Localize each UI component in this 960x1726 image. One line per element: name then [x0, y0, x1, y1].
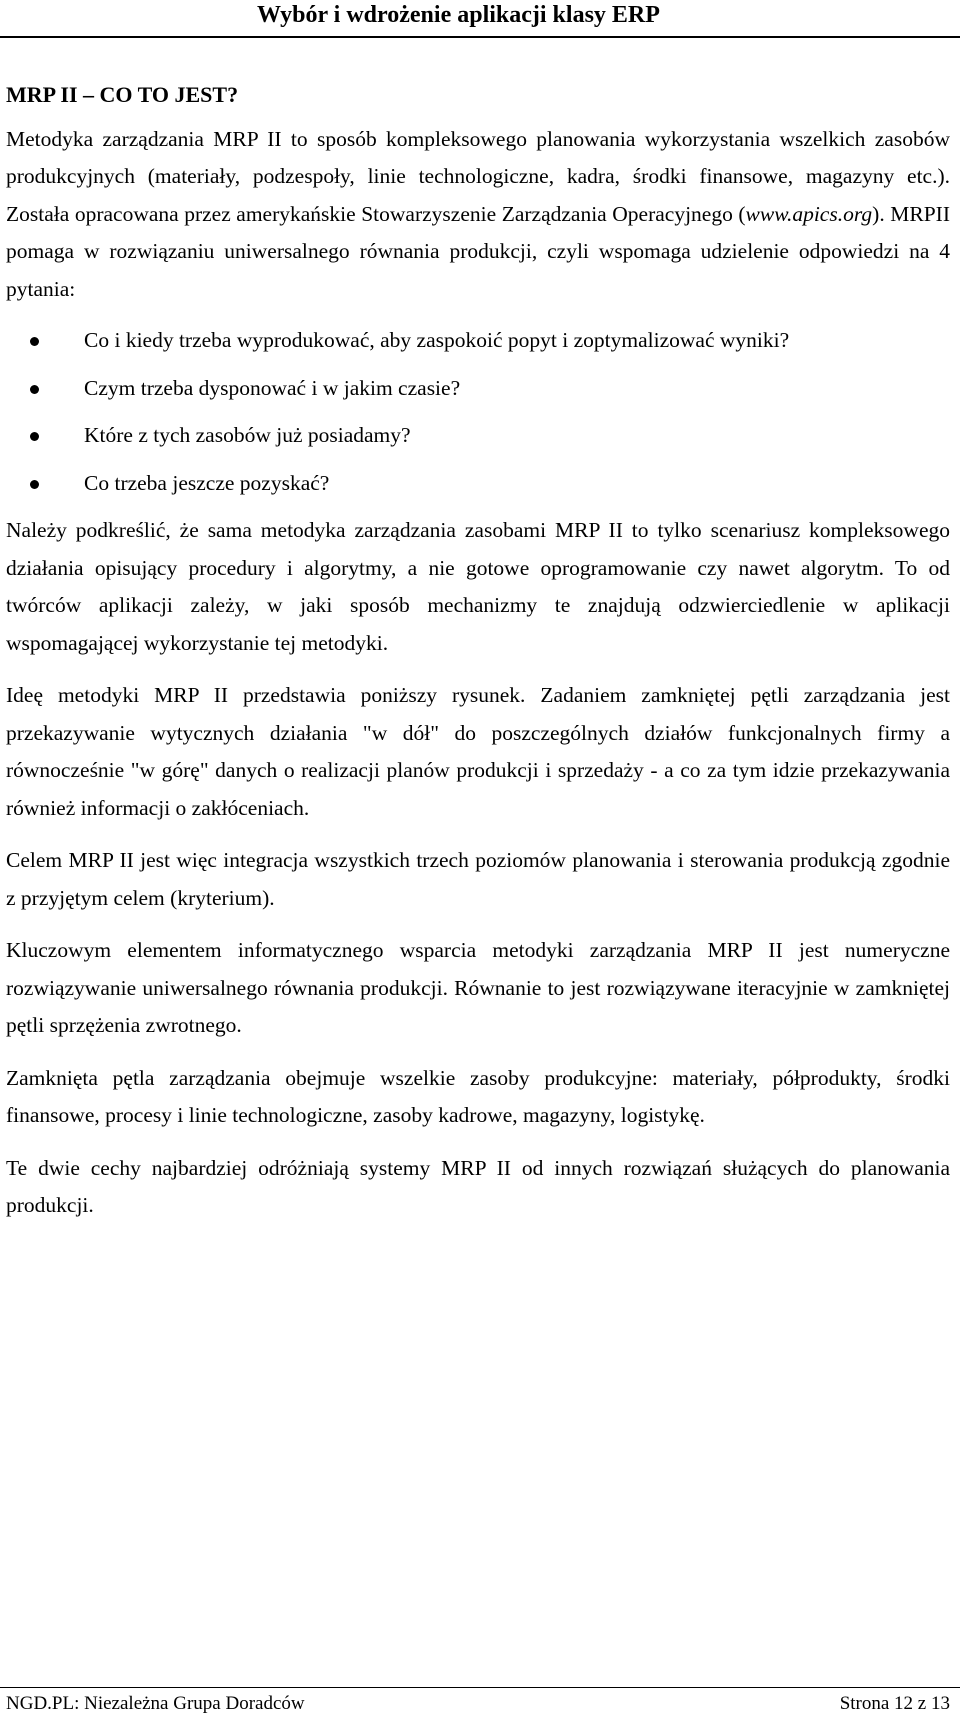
- bullet-icon: [30, 337, 39, 346]
- intro-text-1: Metodyka zarządzania MRP II to sposób kompleksowego planowania wykorzystania wszelkich zasobów produkcyjnych (materiały, podzespoły, linie technologiczne, kadra, środki finansowe, magazyny etc.). Została opracowana przez amerykańskie Stowarzyszenie Zarządzania Operacyjnego (: [6, 126, 950, 226]
- list-item: [6, 322, 950, 360]
- intro-text-2: ). MRPII pomaga w rozwiązaniu uniwersalnego równania produkcji, czyli wspomaga udzielenie odpowiedzi na 4 pytania:: [6, 201, 950, 301]
- bullet-icon: [30, 385, 39, 394]
- body-paragraph: Należy podkreślić, że sama metodyka zarządzania zasobami MRP II to tylko scenariusz kompleksowego działania opisujący procedury i algorytmy, a nie gotowe oprogramowanie czy nawet algorytm. To od twórców aplikacji zależy, w jaki sposób mechanizmy te znajdują odzwierciedlenie w aplikacji wspomagającej wykorzystanie tej metodyki.: [6, 518, 950, 655]
- body-paragraph: Ideę metodyki MRP II przedstawia poniższy rysunek. Zadaniem zamkniętej pętli zarządzania jest przekazywanie wytycznych działania "w dół" do poszczególnych działów funkcjonalnych firmy a równocześnie "w górę" danych o realizacji planów produkcji i sprzedaży - a co za tym idzie przekazywania również informacji o zakłóceniach.: [6, 683, 950, 820]
- questions-list: [6, 322, 950, 502]
- question-text: Czym trzeba dysponować i w jakim czasie?: [84, 375, 461, 400]
- question-text: Które z tych zasobów już posiadamy?: [84, 423, 411, 447]
- section-title: MRP II – CO TO JEST?: [6, 82, 239, 107]
- body-paragraph: Zamknięta pętla zarządzania obejmuje wszelkie zasoby produkcyjne: materiały, półprodukty, środki finansowe, procesy i linie technologiczne, zasoby kadrowe, magazyny, logistykę.: [6, 1065, 950, 1127]
- bullet-icon: [30, 432, 39, 441]
- footer-company: NGD.PL: Niezależna Grupa Doradców: [6, 1693, 305, 1714]
- question-text: Co i kiedy trzeba wyprodukować, aby zaspokoić popyt i zoptymalizować wyniki?: [84, 328, 790, 352]
- document-body: [6, 76, 950, 1225]
- body-paragraph: Celem MRP II jest więc integracja wszystkich trzech poziomów planowania i sterowania produkcją zgodnie z przyjętym celem (kryterium).: [6, 848, 950, 910]
- body-paragraph: Te dwie cechy najbardziej odróżniają systemy MRP II od innych rozwiązań służących do planowania produkcji.: [6, 1155, 950, 1217]
- header-divider: [0, 36, 960, 38]
- apics-link[interactable]: www.apics.org: [745, 201, 873, 226]
- page-number: Strona 12 z 13: [839, 1693, 950, 1714]
- list-item: [6, 370, 950, 408]
- list-item: [6, 465, 950, 503]
- footer-divider: [0, 1687, 960, 1688]
- intro-paragraph: [6, 121, 950, 309]
- bullet-icon: [30, 480, 39, 489]
- header-title: Wybór i wdrożenie aplikacji klasy ERP: [257, 2, 660, 28]
- body-paragraph: Kluczowym elementem informatycznego wsparcia metodyki zarządzania MRP II jest numeryczne rozwiązywanie uniwersalnego równania produkcji. Równanie to jest rozwiązywane iteracyjnie w zamkniętej pętli sprzężenia zwrotnego.: [6, 938, 950, 1037]
- list-item: [6, 417, 950, 455]
- question-text: Co trzeba jeszcze pozyskać?: [84, 470, 330, 495]
